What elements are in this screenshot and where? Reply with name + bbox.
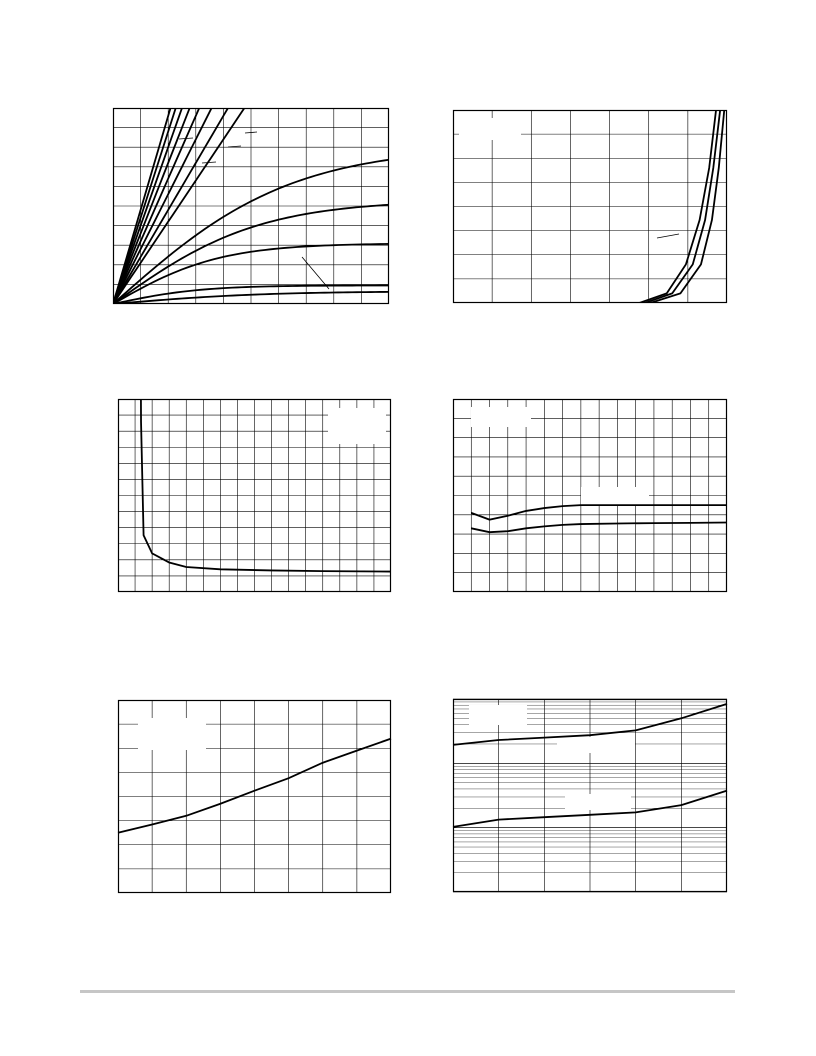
chart-log-scale-curves bbox=[453, 699, 727, 892]
legend-box bbox=[581, 487, 649, 505]
chart-knee-curve bbox=[118, 399, 391, 592]
legend-box bbox=[557, 737, 635, 753]
annotation-tick bbox=[228, 146, 241, 147]
legend-box bbox=[459, 118, 521, 140]
footer-rule bbox=[80, 990, 735, 993]
annotation-tick bbox=[179, 138, 193, 139]
chart-flat-curves bbox=[453, 399, 727, 592]
legend-box bbox=[469, 705, 527, 725]
annotation-leader bbox=[657, 234, 679, 238]
legend-box bbox=[328, 408, 386, 444]
legend-box bbox=[471, 407, 531, 427]
chart-output-characteristics bbox=[113, 108, 389, 304]
annotation-tick bbox=[245, 132, 257, 133]
chart-transfer-characteristics bbox=[453, 110, 727, 303]
annotation-tick bbox=[202, 162, 216, 163]
legend-box bbox=[138, 718, 206, 750]
legend-box bbox=[565, 794, 631, 810]
chart-rising-line bbox=[118, 700, 391, 893]
